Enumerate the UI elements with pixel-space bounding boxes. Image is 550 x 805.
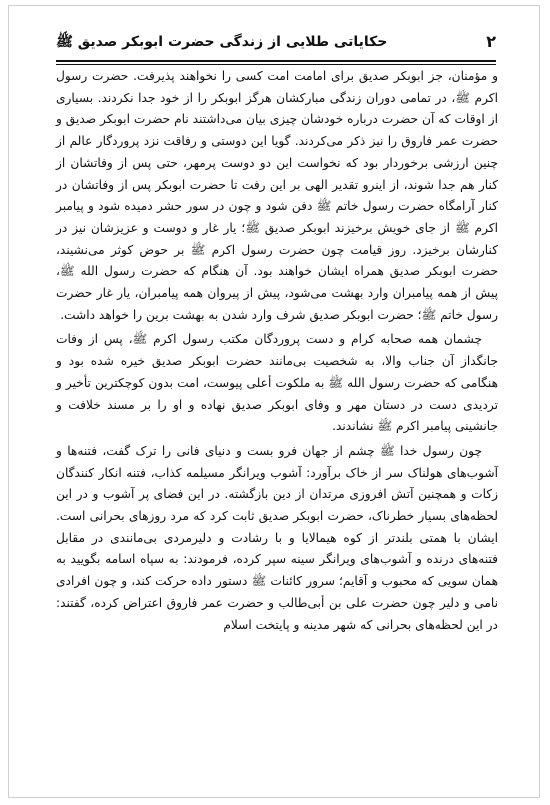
- paragraph: چون رسول خدا ﷺ چشم از جهان فرو بست و دنیای فانی را ترک گفت، فتنه‌ها و آشوب‌های هولناک سر از خاک برآورد: آشوب ویرانگر مسیلمه کذاب، فتنه انکار کنندگان زکات و همچنین آتش افروزی مرتدان از دین بازگشته. در این فضای پر آشوب و در این لحظه‌های بسیار خطرناک، حضرت ابوبکر صدیق ثابت کرد که مرد روزهای بحرانی است. ایشان با همتی بلندتر از کوه هیمالایا و با رشادت و دلیرمردی بی‌مانندی در مقابل فتنه‌های درنده و آشوب‌های ویرانگر سینه سپر کرده، فرمودند: به سپاه اسامه بگویید به همان سویی که محبوب و آقایم؛ سرور کائنات ﷺ دستور داده حرکت کند، و چون افرادی نامی و دلیر چون حضرت علی بن أبی‌طالب و حضرت عمر فاروق اعتراض کرده، گفتند: در این لحظه‌های بحرانی که شهر مدینه و پایتخت اسلام: [56, 443, 498, 632]
- paragraph: و مؤمنان، جز ابوبکر صدیق برای امامت امت کسی را نخواهند پذیرفت. حضرت رسول اکرم ﷺ، در تمامی دوران زندگی مبارکشان هرگز ابوبکر را از خود جدا نکردند. بسیاری از اوقات که آن حضرت درباره خودشان چیزی بیان می‌داشتند نام حضرت ابوبکر صدیق و حضرت عمر فاروق را نیز ذکر می‌کردند. گویا این دوستی و رفاقت نزد پروردگار عالم از چنین ارزشی برخوردار بود که نخواست این دو دوست پرمهر، حتی پس از وفاتشان از کنار هم جدا شوند، از اینرو تقدیر الهی بر این رفت تا حضرت ابوبکر پس از وفاتشان در کنار آرامگاه حضرت رسول خاتم ﷺ دفن شود و چون در سور حشر دمیده شود و پیامبر اکرم ﷺ از جای خویش برخیزند ابوبکر صدیق ﷺ؛ یار غار و دوست و عزیزشان نیز در کنارشان برخیزد. روز قیامت چون حضرت رسول اکرم ﷺ بر حوض کوثر می‌نشیند، حضرت ابوبکر صدیق همراه ایشان خواهند بود. آن هنگام که حضرت رسول الله ﷺ، پیش از همه پیامبران وارد بهشت می‌شود، پیش از پیروان همه پیامبران، یار غار حضرت رسول خاتم ﷺ؛ حضرت ابوبکر صدیق شرف وارد شدن به بهشت برین را خواهد داشت.: [56, 69, 498, 322]
- page-number: ۲: [486, 32, 496, 51]
- header-rule: [56, 60, 496, 62]
- paragraph: چشمان همه صحابه کرام و دست پروردگان مکتب رسول اکرم ﷺ، پس از وفات جانگداز آن جناب والا، به شخصیت بی‌مانند حضرت ابوبکر صدیق خیره شده بود و هنگامی که حضرت رسول الله ﷺ به ملکوت أعلى پیوست، امت بدون کوچکترین تأخیر و تردیدی دست در دستان مهر و وفای ابوبکر صدیق نهاده و او را بر مسند خلافت و جانشینی پیامبر اکرم ﷺ نشاندند.: [56, 332, 498, 434]
- header-rule-thin: [56, 64, 496, 65]
- running-title: حکایاتی طلایی از زندگی حضرت ابوبکر صدیق ﷺ: [56, 34, 388, 50]
- page-header: [56, 30, 496, 60]
- body-text: [56, 66, 498, 639]
